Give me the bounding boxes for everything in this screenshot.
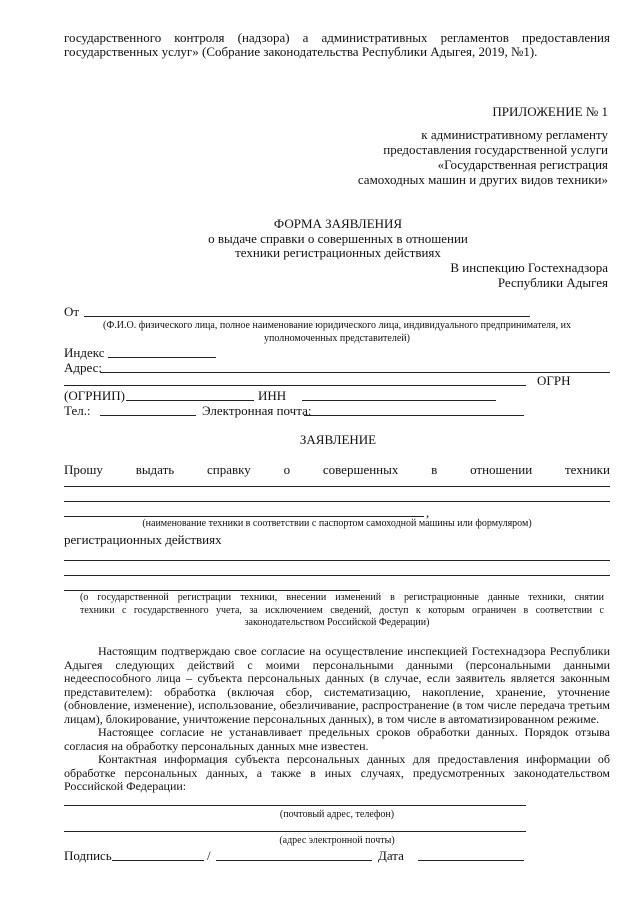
request-word: справку	[207, 462, 251, 477]
about-hint-3: законодательством Российской Федерации)	[244, 617, 430, 628]
address-label: Адрес:	[64, 360, 102, 375]
email-label: Электронная почта:	[202, 403, 312, 418]
signature-field-line[interactable]	[112, 860, 204, 861]
phone-label: Тел.:	[64, 403, 91, 418]
index-field-line[interactable]	[108, 357, 216, 358]
tech-field-line-3[interactable]	[64, 516, 424, 517]
appendix-line-3: «Государственная регистрация	[437, 157, 608, 172]
reg-field-line-2[interactable]	[64, 575, 610, 576]
form-subtitle-1: о выдаче справки о совершенных в отношении	[208, 231, 468, 246]
ogrnip-label: (ОГРНИП)	[64, 388, 125, 403]
from-hint-2: уполномоченных представителей)	[264, 333, 410, 344]
appendix-line-2: предоставления государственной услуги	[383, 142, 608, 157]
postal-hint: (почтовый адрес, телефон)	[279, 809, 395, 820]
email-contact-hint: (адрес электронной почты)	[279, 835, 395, 846]
appendix-title: ПРИЛОЖЕНИЕ № 1	[492, 104, 608, 119]
address-field-line-2[interactable]	[64, 385, 526, 386]
request-word: выдать	[135, 462, 175, 477]
inn-field-line[interactable]	[302, 400, 496, 401]
tech-field-line-1[interactable]	[64, 486, 610, 487]
about-hint-1: (о государственной регистрации техники, внесении изменений в регистрационные данные техники, снятии	[80, 592, 604, 603]
form-title: ФОРМА ЗАЯВЛЕНИЯ	[273, 216, 403, 231]
phone-field-line[interactable]	[100, 415, 196, 416]
postal-field-line[interactable]	[64, 805, 526, 806]
form-subtitle-2: техники регистрационных действиях	[235, 245, 441, 260]
about-hint-2: техники с государственного учета, за исключением сведений, доступ к которым ограничен в соответствии с	[80, 605, 604, 616]
tech-hint: (наименование техники в соответствии с паспортом самоходной машины или формуляром)	[142, 518, 532, 529]
date-label: Дата	[378, 848, 404, 863]
request-word: Прошу	[64, 462, 103, 477]
appendix-line-4: самоходных машин и других видов техники»	[357, 172, 608, 187]
consent-paragraph-3: Контактная информация субъекта персональных данных для предоставления информации об обработке персональных данных, а также в иных случаях, предусмотренных законодательством Российской Федерации:	[64, 752, 610, 794]
consent-paragraph-2: Настоящее согласие не устанавливает предельных сроков обработки данных. Порядок отзыва согласия на обработку персональных данных мне известен.	[64, 725, 610, 753]
index-label: Индекс	[64, 345, 105, 360]
request-word: в	[431, 462, 438, 477]
intro-line-1: государственного контроля (надзора) а административных регламентов предоставления	[64, 30, 610, 45]
ogrnip-field-line[interactable]	[126, 400, 254, 401]
signature-label: Подпись	[64, 848, 112, 863]
addressee-line-1: В инспекцию Гостехнадзора	[450, 260, 608, 275]
tech-field-line-2[interactable]	[64, 501, 610, 502]
address-field-line-1[interactable]	[100, 372, 610, 373]
date-field-line[interactable]	[418, 860, 524, 861]
consent-paragraph-1: Настоящим подтверждаю свое согласие на осуществление инспекцией Гостехнадзора Республики Адыгея следующих действий с моими персональными данными (персональными данными недееспособного лица – субъекта персональных данных (в случае, если заявитель является законным представителем): обработка (включая сбор, систематизацию, накопление, хранение, уточнение (обновление, изменение), использование, обезличивание, распространение (в том числе передача третьим лицам), блокирование, уничтожение персональных данных), в том числе в автоматизированном режиме.	[64, 644, 610, 726]
from-label: От	[64, 304, 80, 319]
intro-line-2: государственных услуг» (Собрание законодательства Республики Адыгея, 2019, №1).	[64, 44, 538, 59]
request-word: отношении	[470, 462, 533, 477]
reg-field-line-3[interactable]	[64, 590, 360, 591]
signature-name-field-line[interactable]	[216, 860, 372, 861]
appendix-line-1: к административному регламенту	[421, 127, 608, 142]
request-line	[64, 462, 610, 477]
email-field-line[interactable]	[304, 415, 524, 416]
addressee-line-2: Республики Адыгея	[497, 275, 608, 290]
request-word: совершенных	[322, 462, 399, 477]
ogrn-label: ОГРН	[537, 373, 571, 388]
statement-title: ЗАЯВЛЕНИЕ	[299, 432, 377, 447]
reg-field-line-1[interactable]	[64, 560, 610, 561]
tech-comma: ,	[426, 505, 430, 520]
signature-slash: /	[207, 848, 211, 863]
from-hint-1: (Ф.И.О. физического лица, полное наименование юридического лица, индивидуального предпринимателя, их	[103, 320, 571, 331]
from-field-line[interactable]	[84, 316, 530, 317]
email-contact-field-line[interactable]	[64, 831, 526, 832]
reg-actions-label: регистрационных действиях	[64, 532, 222, 547]
inn-label: ИНН	[258, 388, 287, 403]
request-word: о	[283, 462, 291, 477]
request-word: техники	[564, 462, 610, 477]
